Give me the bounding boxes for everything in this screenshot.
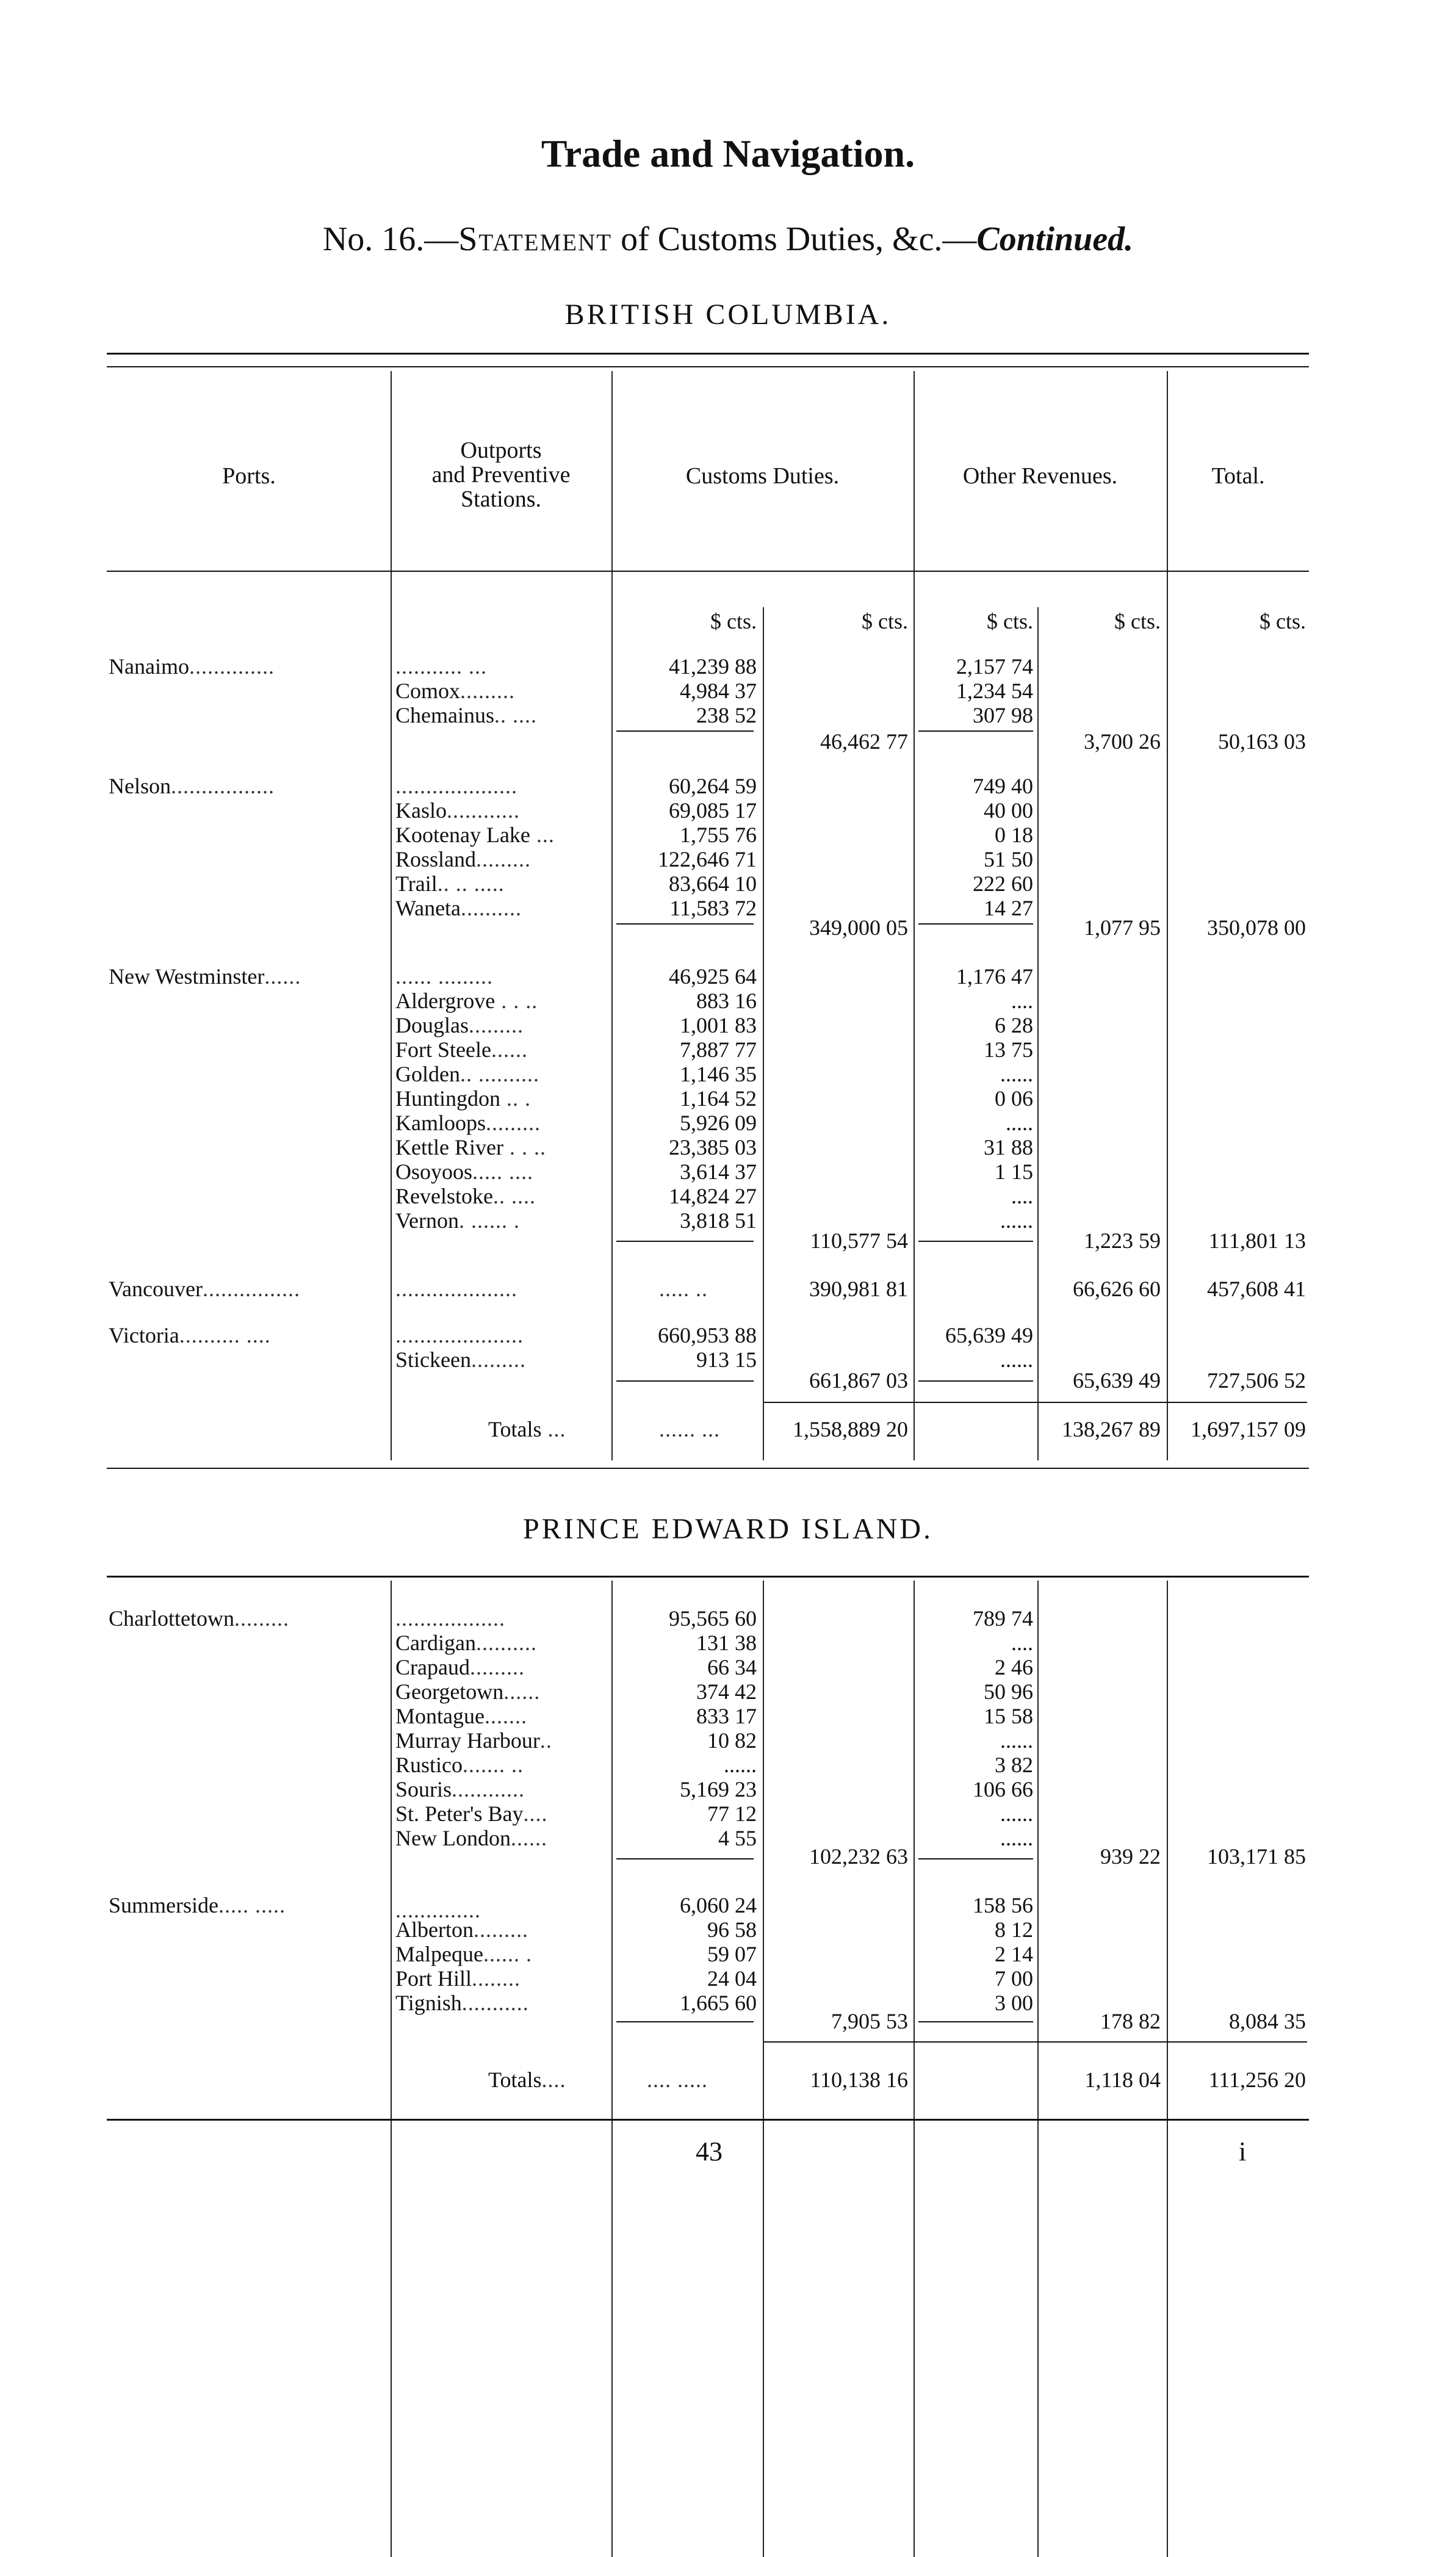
port-name: [109, 1323, 271, 1347]
port-name: [109, 964, 301, 989]
outport-name: [395, 703, 537, 727]
port-label: Charlottetown: [109, 1606, 234, 1631]
leader-dots: ......: [491, 1037, 528, 1062]
leader-dots: . . ..: [495, 989, 538, 1013]
leader-dots: .. ....: [494, 703, 537, 727]
port-total: 103,171 85: [1207, 1844, 1306, 1869]
outport-label: Alberton: [395, 1917, 474, 1942]
other-subtotal: 1,077 95: [1084, 915, 1161, 940]
customs-grand-total: 1,558,889 20: [793, 1417, 908, 1441]
customs-value: 3,614 37: [680, 1159, 757, 1184]
other-subtotal: 1,223 59: [1084, 1228, 1161, 1253]
outport-label: Georgetown: [395, 1679, 504, 1704]
subtitle-text: of Customs Duties, &c.—: [612, 220, 977, 258]
outport-label: Crapaud: [395, 1655, 470, 1679]
port-name: [109, 654, 275, 679]
leader-dots: ..................: [395, 1606, 505, 1631]
other-value: 2,157 74: [956, 654, 1033, 679]
leader-dots: ...... .: [483, 1942, 532, 1966]
leader-dots: ........... ...: [395, 654, 487, 679]
leader-dots: ..........: [475, 1631, 537, 1655]
leader-dots: ........: [472, 1966, 521, 1991]
subtotal-rule: [616, 1241, 754, 1242]
leader-dots: .. .. .....: [437, 871, 505, 896]
outport-label: Kettle River: [395, 1135, 503, 1159]
totals-label-text: Totals: [488, 1417, 542, 1441]
port-name: [109, 1893, 286, 1917]
port-name: [109, 774, 275, 798]
outport-name: [395, 774, 517, 798]
customs-value: 7,887 77: [680, 1037, 757, 1062]
customs-dots: [647, 2068, 708, 2092]
port-label: Nanaimo: [109, 654, 189, 679]
subtitle-continued: Continued.: [976, 220, 1134, 258]
customs-value: 5,926 09: [680, 1111, 757, 1135]
leader-dots: .........: [469, 1655, 525, 1679]
vline-outports: [391, 371, 392, 1460]
outport-label: Montague: [395, 1704, 485, 1728]
outport-name: [395, 1966, 521, 1991]
outport-name: [395, 798, 520, 823]
subtitle-number: No. 16.—: [322, 220, 459, 258]
other-value: 40 00: [984, 798, 1033, 823]
pei-heading: PRINCE EDWARD ISLAND.: [523, 1513, 933, 1545]
leader-dots: ..............: [395, 1898, 481, 1922]
leader-dots: ..... ..: [659, 1277, 708, 1301]
subtitle-statement: Statement: [458, 220, 613, 258]
other-value: 31 88: [984, 1135, 1033, 1159]
leader-dots: ....................: [395, 774, 517, 798]
outport-name: [395, 1086, 531, 1111]
leader-dots: ..............: [189, 654, 275, 679]
customs-value: 374 42: [696, 1679, 757, 1704]
subtotal-rule: [616, 923, 754, 925]
leader-dots: ...: [530, 823, 555, 847]
other-value: 1,176 47: [956, 964, 1033, 989]
other-value: 15 58: [984, 1704, 1033, 1728]
outport-name: [395, 654, 487, 679]
col-header-ports: Ports.: [222, 463, 276, 489]
customs-value: 46,925 64: [669, 964, 757, 989]
port-label: New Westminster: [109, 964, 265, 989]
customs-value: 1,001 83: [680, 1013, 757, 1037]
port-label: Vancouver: [109, 1277, 203, 1301]
outport-name: [395, 1917, 528, 1942]
outport-label: Trail: [395, 871, 438, 896]
outport-name: [395, 1062, 539, 1086]
other-value: 13 75: [984, 1037, 1033, 1062]
customs-value: 238 52: [696, 703, 757, 727]
outport-name: [395, 964, 493, 989]
customs-value: ......: [724, 1753, 757, 1777]
col-header-outports-l2: and Preventive: [431, 462, 571, 488]
other-value: 0 18: [995, 823, 1033, 847]
leader-dots: ....: [523, 1801, 548, 1826]
outport-label: Waneta: [395, 896, 461, 920]
leader-dots: ....................: [395, 1277, 517, 1301]
customs-value: 883 16: [696, 989, 757, 1013]
customs-value: 6,060 24: [680, 1893, 757, 1917]
customs-subtotal: 349,000 05: [809, 915, 908, 940]
other-value: 106 66: [973, 1777, 1033, 1801]
leader-dots: . ...... .: [458, 1208, 520, 1233]
outport-name: [395, 1277, 517, 1301]
other-value: 14 27: [984, 896, 1033, 920]
customs-grand-total: 110,138 16: [810, 2068, 908, 2092]
outport-name: [395, 1991, 529, 2015]
customs-value: 11,583 72: [669, 896, 757, 920]
outport-name: [395, 847, 531, 871]
col-header-outports-l1: Outports: [460, 438, 542, 463]
port-total: 111,801 13: [1208, 1228, 1306, 1253]
page-title: Trade and Navigation.: [541, 132, 915, 175]
customs-value: 913 15: [696, 1347, 757, 1372]
customs-value: 83,664 10: [669, 871, 757, 896]
port-name: [109, 1277, 300, 1301]
leader-dots: .. ..........: [460, 1062, 539, 1086]
outport-label: Golden: [395, 1062, 460, 1086]
outport-name: [395, 1942, 532, 1966]
other-value: ....: [1011, 1184, 1033, 1208]
leader-dots: .........: [486, 1111, 541, 1135]
customs-subtotal: 110,577 54: [810, 1228, 908, 1253]
leader-dots: ......: [503, 1679, 541, 1704]
other-value: ......: [1000, 1347, 1033, 1372]
outport-label: Port Hill: [395, 1966, 472, 1991]
leader-dots: .........: [476, 847, 532, 871]
unit-total: $ cts.: [1260, 609, 1306, 633]
outport-label: Vernon: [395, 1208, 459, 1233]
col-header-outports: [392, 438, 610, 511]
page-number: 43: [696, 2137, 723, 2166]
port-total: 8,084 35: [1229, 2009, 1306, 2033]
outport-name: [395, 989, 538, 1013]
customs-value: 833 17: [696, 1704, 757, 1728]
outport-name: [395, 1111, 541, 1135]
port-name: [109, 1606, 289, 1631]
customs-subtotal: 390,981 81: [809, 1277, 908, 1301]
outport-label: New London: [395, 1826, 511, 1850]
outport-name: [395, 1013, 524, 1037]
other-value: ....: [1011, 989, 1033, 1013]
unit-or-1: $ cts.: [987, 609, 1033, 633]
unit-cd-1: $ cts.: [710, 609, 757, 633]
other-value: 51 50: [984, 847, 1033, 871]
customs-value: 41,239 88: [669, 654, 757, 679]
other-value: ....: [1011, 1631, 1033, 1655]
outport-name: [395, 1135, 546, 1159]
customs-value: 96 58: [707, 1917, 757, 1942]
leader-dots: . . ..: [503, 1135, 546, 1159]
other-value: ......: [1000, 1801, 1033, 1826]
port-label: Nelson: [109, 774, 171, 798]
outport-name: [395, 1159, 533, 1184]
other-value: 6 28: [995, 1013, 1033, 1037]
customs-value: 66 34: [707, 1655, 757, 1679]
other-value: ......: [1000, 1208, 1033, 1233]
other-value: ......: [1000, 1826, 1033, 1850]
leader-dots: ...........: [461, 1991, 529, 2015]
subtotal-rule: [616, 1380, 754, 1382]
outport-name: [395, 1631, 537, 1655]
leader-dots: ...... .........: [395, 964, 493, 989]
leader-dots: .. ....: [492, 1184, 536, 1208]
customs-value: 3,818 51: [680, 1208, 757, 1233]
signature-mark: i: [1239, 2137, 1247, 2166]
outport-name: [395, 1606, 505, 1631]
outport-name: [395, 1208, 520, 1233]
customs-value: 10 82: [707, 1728, 757, 1753]
other-value: 158 56: [973, 1893, 1033, 1917]
grand-total: 1,697,157 09: [1191, 1417, 1306, 1441]
outport-label: Kaslo: [395, 798, 447, 823]
outport-label: Revelstoke: [395, 1184, 493, 1208]
leader-dots: ...: [541, 1417, 566, 1441]
rule-top-2: [107, 366, 1309, 367]
leader-dots: .... .....: [647, 2068, 708, 2092]
rule-top-1: [107, 353, 1309, 355]
leader-dots: .........: [469, 1013, 524, 1037]
outport-label: Stickeen: [395, 1347, 471, 1372]
other-value: 307 98: [973, 703, 1033, 727]
customs-value: 122,646 71: [658, 847, 757, 871]
customs-value: 14,824 27: [669, 1184, 757, 1208]
subtotal-rule: [918, 1380, 1033, 1382]
outport-name: [395, 1184, 536, 1208]
outport-name: [395, 1679, 540, 1704]
vline-outports-pei: [391, 1581, 392, 2557]
outport-name: [395, 1037, 528, 1062]
bc-heading: BRITISH COLUMBIA.: [564, 298, 892, 331]
outport-label: Tignish: [395, 1991, 462, 2015]
port-total: 350,078 00: [1207, 915, 1306, 940]
grand-total: 111,256 20: [1208, 2068, 1306, 2092]
other-value: 0 06: [995, 1086, 1033, 1111]
other-subtotal: 3,700 26: [1084, 729, 1161, 754]
leader-dots: .........: [234, 1606, 289, 1631]
outport-name: [395, 1704, 527, 1728]
customs-subtotal: 102,232 63: [809, 1844, 908, 1869]
pei-top-rule: [107, 1576, 1309, 1578]
outport-label: Huntingdon: [395, 1086, 501, 1111]
customs-value: 4 55: [718, 1826, 757, 1850]
other-value: 222 60: [973, 871, 1033, 896]
leader-dots: .........: [460, 679, 516, 703]
customs-value: 1,755 76: [680, 823, 757, 847]
other-value: 50 96: [984, 1679, 1033, 1704]
page-bottom-rule: [107, 2119, 1309, 2121]
customs-value: 5,169 23: [680, 1777, 757, 1801]
table-subtitle: [0, 220, 1456, 259]
other-value: 1 15: [995, 1159, 1033, 1184]
customs-value: 77 12: [707, 1801, 757, 1826]
outport-label: Kootenay Lake: [395, 823, 530, 847]
outport-name: [395, 871, 505, 896]
outport-label: Comox: [395, 679, 461, 703]
customs-value: 1,164 52: [680, 1086, 757, 1111]
subtotal-rule: [918, 2021, 1033, 2022]
subtotal-rule: [918, 730, 1033, 732]
leader-dots: ...... ...: [659, 1417, 720, 1441]
unit-cd-2: $ cts.: [862, 609, 908, 633]
customs-value: 59 07: [707, 1942, 757, 1966]
other-value: 65,639 49: [945, 1323, 1033, 1347]
other-value: 749 40: [973, 774, 1033, 798]
customs-dots: [659, 1277, 708, 1301]
leader-dots: .........: [473, 1917, 528, 1942]
other-grand-total: 138,267 89: [1062, 1417, 1161, 1441]
leader-dots: ............: [452, 1777, 525, 1801]
outport-label: Aldergrove: [395, 989, 496, 1013]
other-value: 8 12: [995, 1917, 1033, 1942]
leader-dots: .. .: [500, 1086, 532, 1111]
leader-dots: ....... ..: [463, 1753, 524, 1777]
customs-value: 24 04: [707, 1966, 757, 1991]
other-value: .....: [1006, 1111, 1033, 1135]
outport-name: [395, 679, 515, 703]
leader-dots: .....................: [395, 1323, 524, 1347]
port-total: 50,163 03: [1218, 729, 1306, 754]
outport-name: [395, 1347, 526, 1372]
other-subtotal: 66,626 60: [1073, 1277, 1161, 1301]
customs-value: 95,565 60: [669, 1606, 757, 1631]
other-value: ......: [1000, 1062, 1033, 1086]
outport-label: Murray Harbour: [395, 1728, 540, 1753]
outport-name: [395, 823, 555, 847]
outport-name: [395, 1323, 524, 1347]
other-subtotal: 178 82: [1100, 2009, 1161, 2033]
col-header-other: Other Revenues.: [962, 463, 1118, 489]
outport-label: Osoyoos: [395, 1159, 473, 1184]
outport-name: [395, 1753, 524, 1777]
other-subtotal: 939 22: [1100, 1844, 1161, 1869]
bc-bottom-rule: [107, 1468, 1309, 1469]
outport-label: Souris: [395, 1777, 452, 1801]
other-value: 7 00: [995, 1966, 1033, 1991]
leader-dots: .......: [484, 1704, 527, 1728]
port-total: 457,608 41: [1207, 1277, 1306, 1301]
subtotal-rule: [616, 1858, 754, 1859]
other-value: 2 46: [995, 1655, 1033, 1679]
col-header-total: Total.: [1211, 463, 1265, 489]
outport-label: Rossland: [395, 847, 477, 871]
other-value: ......: [1000, 1728, 1033, 1753]
customs-subtotal: 7,905 53: [831, 2009, 908, 2033]
outport-label: Chemainus: [395, 703, 494, 727]
outport-label: Malpeque: [395, 1942, 483, 1966]
leader-dots: ..... .....: [218, 1893, 286, 1917]
outport-label: Rustico: [395, 1753, 463, 1777]
outport-label: Fort Steele: [395, 1037, 491, 1062]
outport-name: [395, 896, 522, 920]
other-grand-total: 1,118 04: [1084, 2068, 1161, 2092]
customs-value: 1,146 35: [680, 1062, 757, 1086]
rule-header-bottom: [107, 571, 1309, 572]
subtotal-rule: [918, 923, 1033, 925]
totals-label-text: Totals: [488, 2068, 542, 2092]
col-header-outports-l3: Stations.: [461, 486, 541, 512]
leader-dots: .........: [470, 1347, 526, 1372]
leader-dots: ....: [541, 2068, 566, 2092]
outport-name: [395, 1655, 525, 1679]
outport-label: Kamloops: [395, 1111, 486, 1135]
subtotal-rule: [616, 730, 754, 732]
port-label: Summerside: [109, 1893, 218, 1917]
customs-value: 69,085 17: [669, 798, 757, 823]
customs-value: 23,385 03: [669, 1135, 757, 1159]
port-label: Victoria: [109, 1323, 179, 1347]
customs-dots: [659, 1417, 720, 1441]
customs-subtotal: 46,462 77: [820, 729, 908, 754]
port-total: 727,506 52: [1207, 1368, 1306, 1393]
col-header-customs: Customs Duties.: [685, 463, 840, 489]
leader-dots: .......... ....: [179, 1323, 271, 1347]
leader-dots: .................: [171, 774, 275, 798]
customs-value: 660,953 88: [658, 1323, 757, 1347]
totals-label: [488, 2068, 566, 2092]
other-subtotal: 65,639 49: [1073, 1368, 1161, 1393]
leader-dots: ................: [202, 1277, 300, 1301]
subtotal-rule: [918, 1241, 1033, 1242]
other-value: 1,234 54: [956, 679, 1033, 703]
leader-dots: ......: [510, 1826, 547, 1850]
outport-name: [395, 1826, 547, 1850]
subtotal-rule: [918, 1858, 1033, 1859]
unit-or-2: $ cts.: [1114, 609, 1161, 633]
other-value: 789 74: [973, 1606, 1033, 1631]
totals-label: [488, 1417, 566, 1441]
leader-dots: ..... ....: [472, 1159, 534, 1184]
leader-dots: ............: [447, 798, 520, 823]
customs-value: 1,665 60: [680, 1991, 757, 2015]
outport-label: Douglas: [395, 1013, 469, 1037]
outport-label: Cardigan: [395, 1631, 476, 1655]
other-value: 3 82: [995, 1753, 1033, 1777]
other-value: 2 14: [995, 1942, 1033, 1966]
leader-dots: ..........: [461, 896, 522, 920]
leader-dots: ......: [264, 964, 301, 989]
customs-subtotal: 661,867 03: [809, 1368, 908, 1393]
customs-value: 131 38: [696, 1631, 757, 1655]
bc-totals-rule: [764, 1402, 1307, 1403]
outport-label: St. Peter's Bay: [395, 1801, 524, 1826]
customs-value: 60,264 59: [669, 774, 757, 798]
pei-totals-rule: [764, 2041, 1307, 2043]
customs-value: 4,984 37: [680, 679, 757, 703]
leader-dots: ..: [539, 1728, 552, 1753]
other-value: 3 00: [995, 1991, 1033, 2015]
subtotal-rule: [616, 2021, 754, 2022]
outport-name: [395, 1728, 552, 1753]
outport-name: [395, 1801, 547, 1826]
outport-name: [395, 1777, 525, 1801]
